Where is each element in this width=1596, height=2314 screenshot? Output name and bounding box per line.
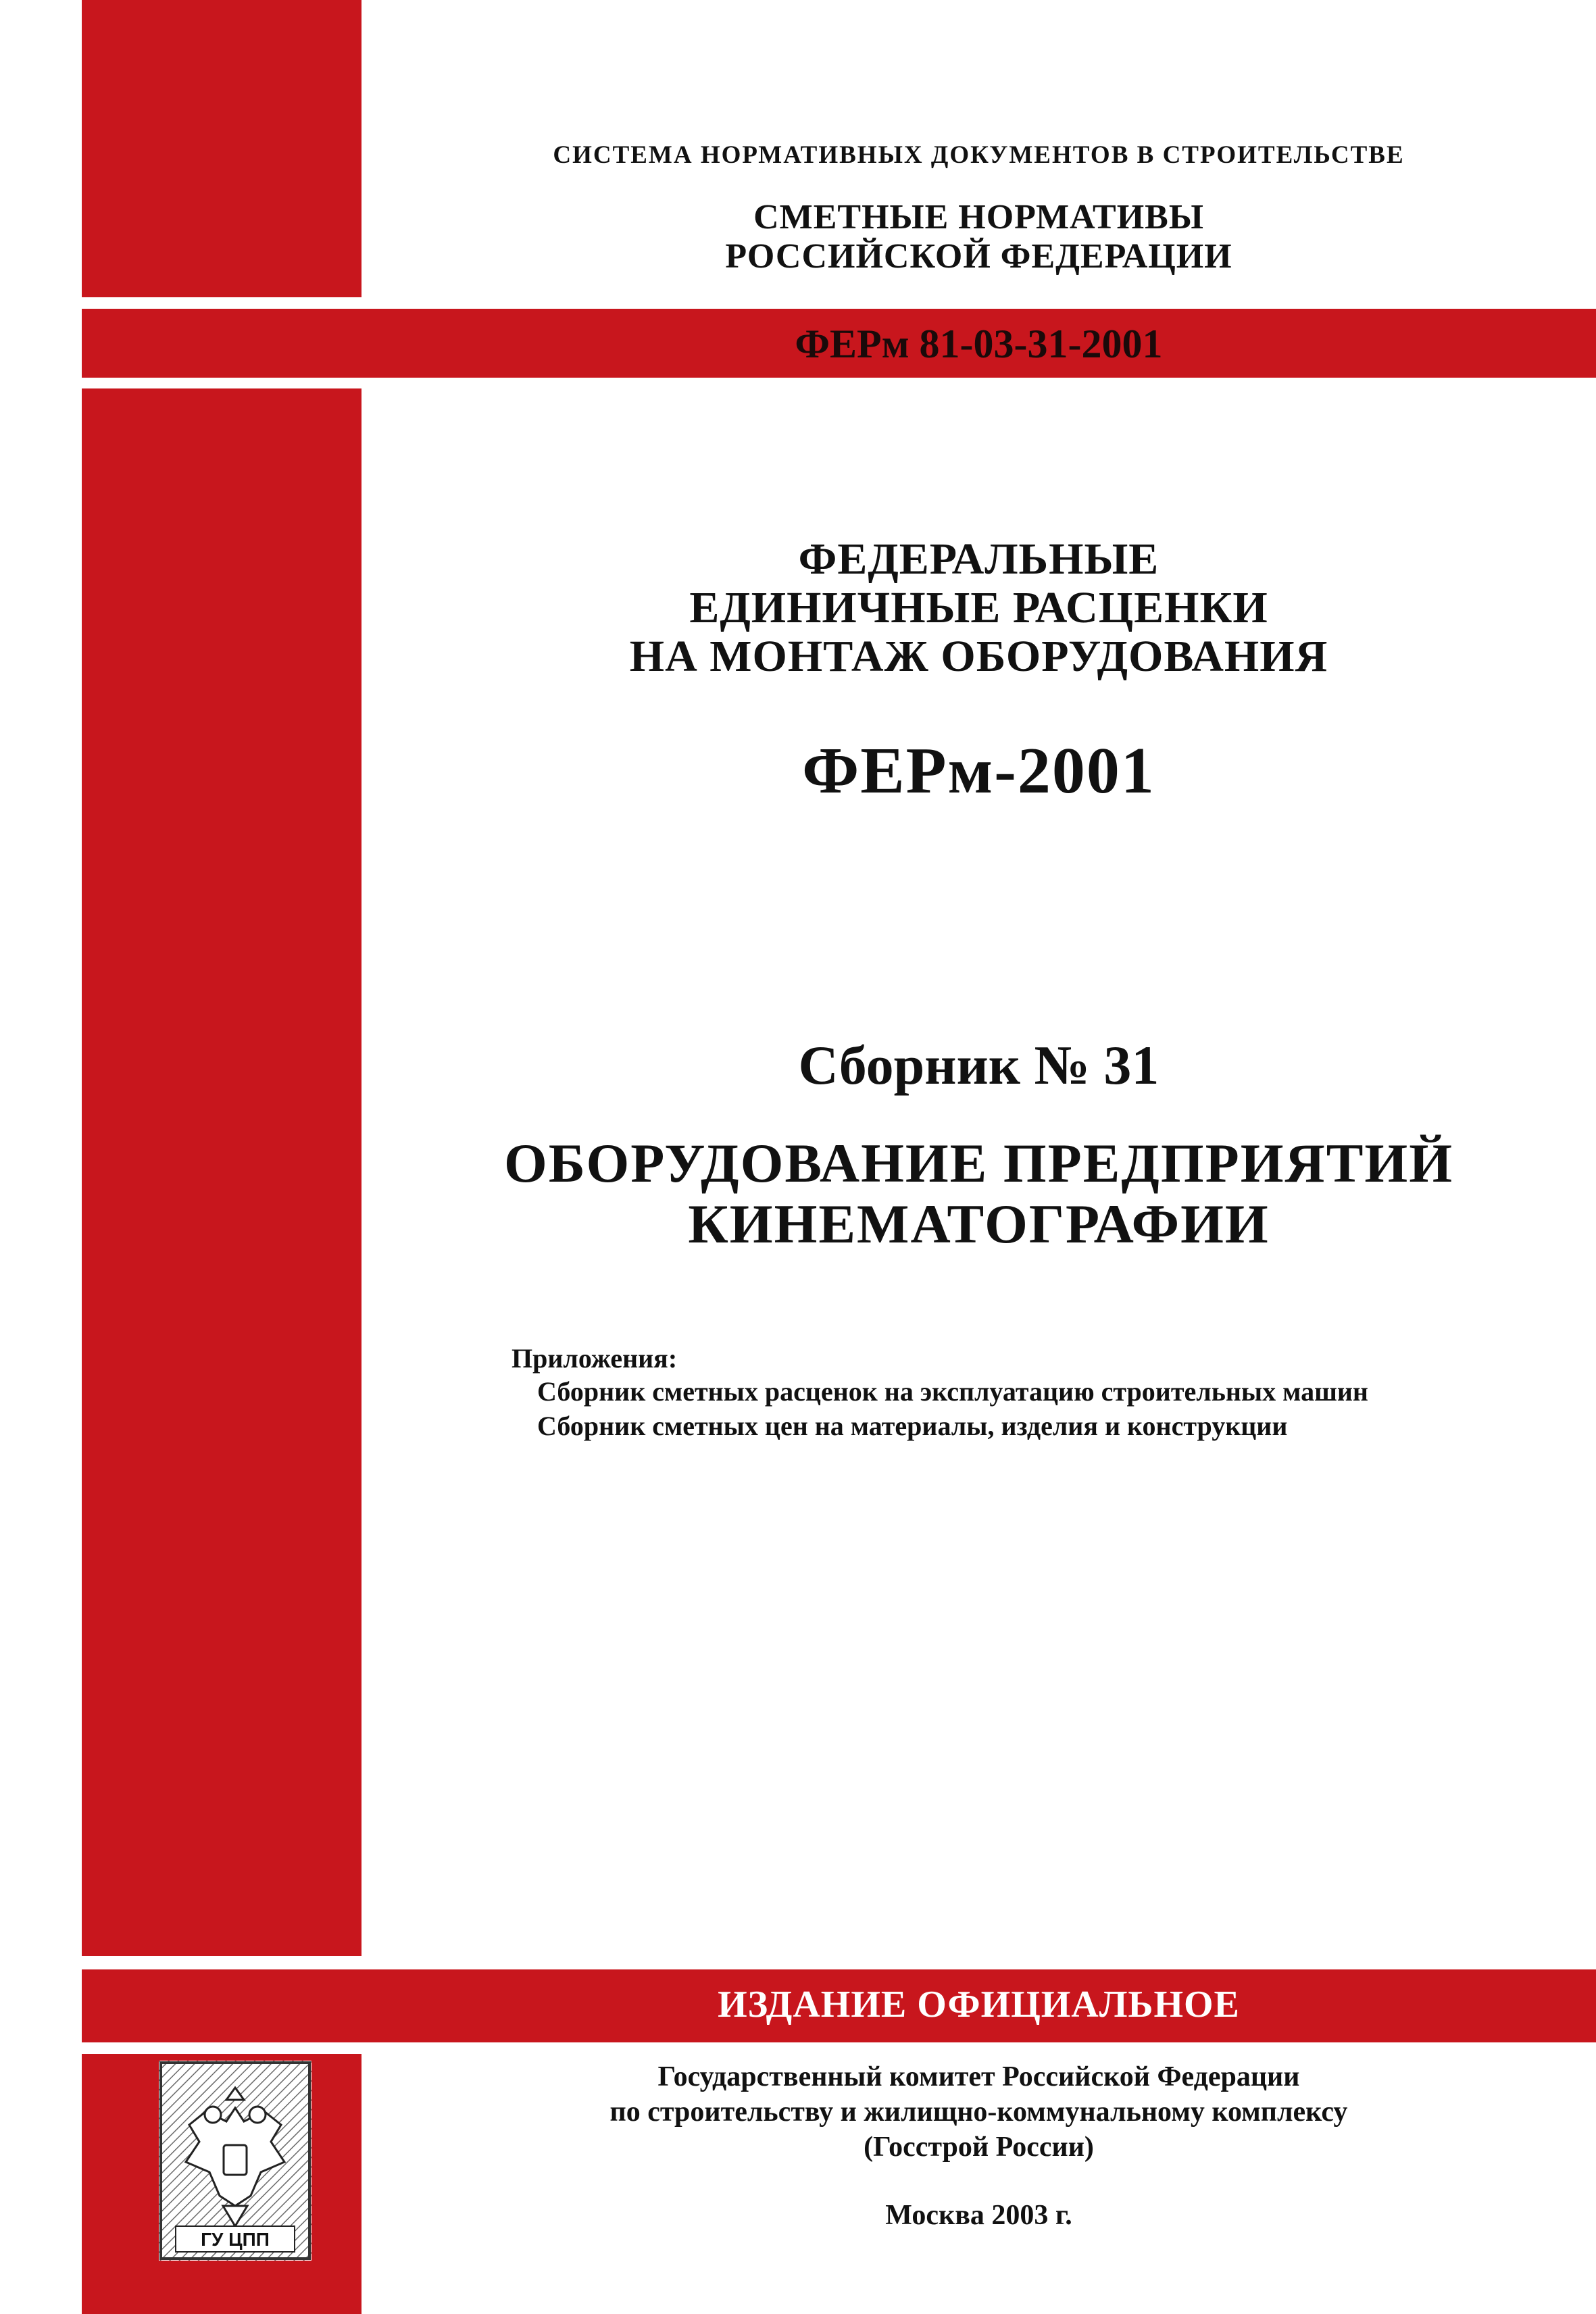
left-red-band-top [82,0,361,297]
series-title-line-1: СМЕТНЫЕ НОРМАТИВЫ [753,198,1204,236]
seal-text: ГУ ЦПП [201,2229,270,2250]
publisher-line-1: Государственный комитет Российской Федерации [657,2061,1300,2092]
appendix-label: Приложения: [512,1343,678,1374]
double-headed-eagle-hologram-icon [159,2061,311,2261]
short-document-code: ФЕРм-2001 [802,734,1155,807]
collection-number: Сборник № 31 [798,1034,1159,1096]
left-red-band-main [82,388,361,1956]
official-edition-label: ИЗДАНИЕ ОФИЦИАЛЬНОЕ [718,1984,1240,2026]
publisher-line-2: по строительству и жилищно-коммунальному комплексу [609,2096,1348,2128]
normative-system-title: СИСТЕМА НОРМАТИВНЫХ ДОКУМЕНТОВ В СТРОИТЕЛЬСТВЕ [553,141,1405,169]
document-code: ФЕРм 81-03-31-2001 [795,322,1163,366]
main-title-line-2: ЕДИНИЧНЫЕ РАСЦЕНКИ [689,583,1268,632]
publisher-line-3: (Госстрой России) [864,2132,1094,2163]
series-title-line-2: РОССИЙСКОЙ ФЕДЕРАЦИИ [725,237,1232,276]
hologram-seal [159,2061,311,2261]
section-title-line-1: ОБОРУДОВАНИЕ ПРЕДПРИЯТИЙ [504,1132,1453,1194]
section-title-line-2: КИНЕМАТОГРАФИИ [688,1193,1270,1255]
appendix-item: Сборник сметных цен на материалы, изделия и конструкции [537,1411,1288,1441]
main-title-line-3: НА МОНТАЖ ОБОРУДОВАНИЯ [629,632,1328,681]
main-title-line-1: ФЕДЕРАЛЬНЫЕ [798,534,1159,584]
city-and-year: Москва 2003 г. [885,2200,1072,2231]
appendix-item: Сборник сметных расценок на эксплуатацию строительных машин [537,1376,1368,1407]
